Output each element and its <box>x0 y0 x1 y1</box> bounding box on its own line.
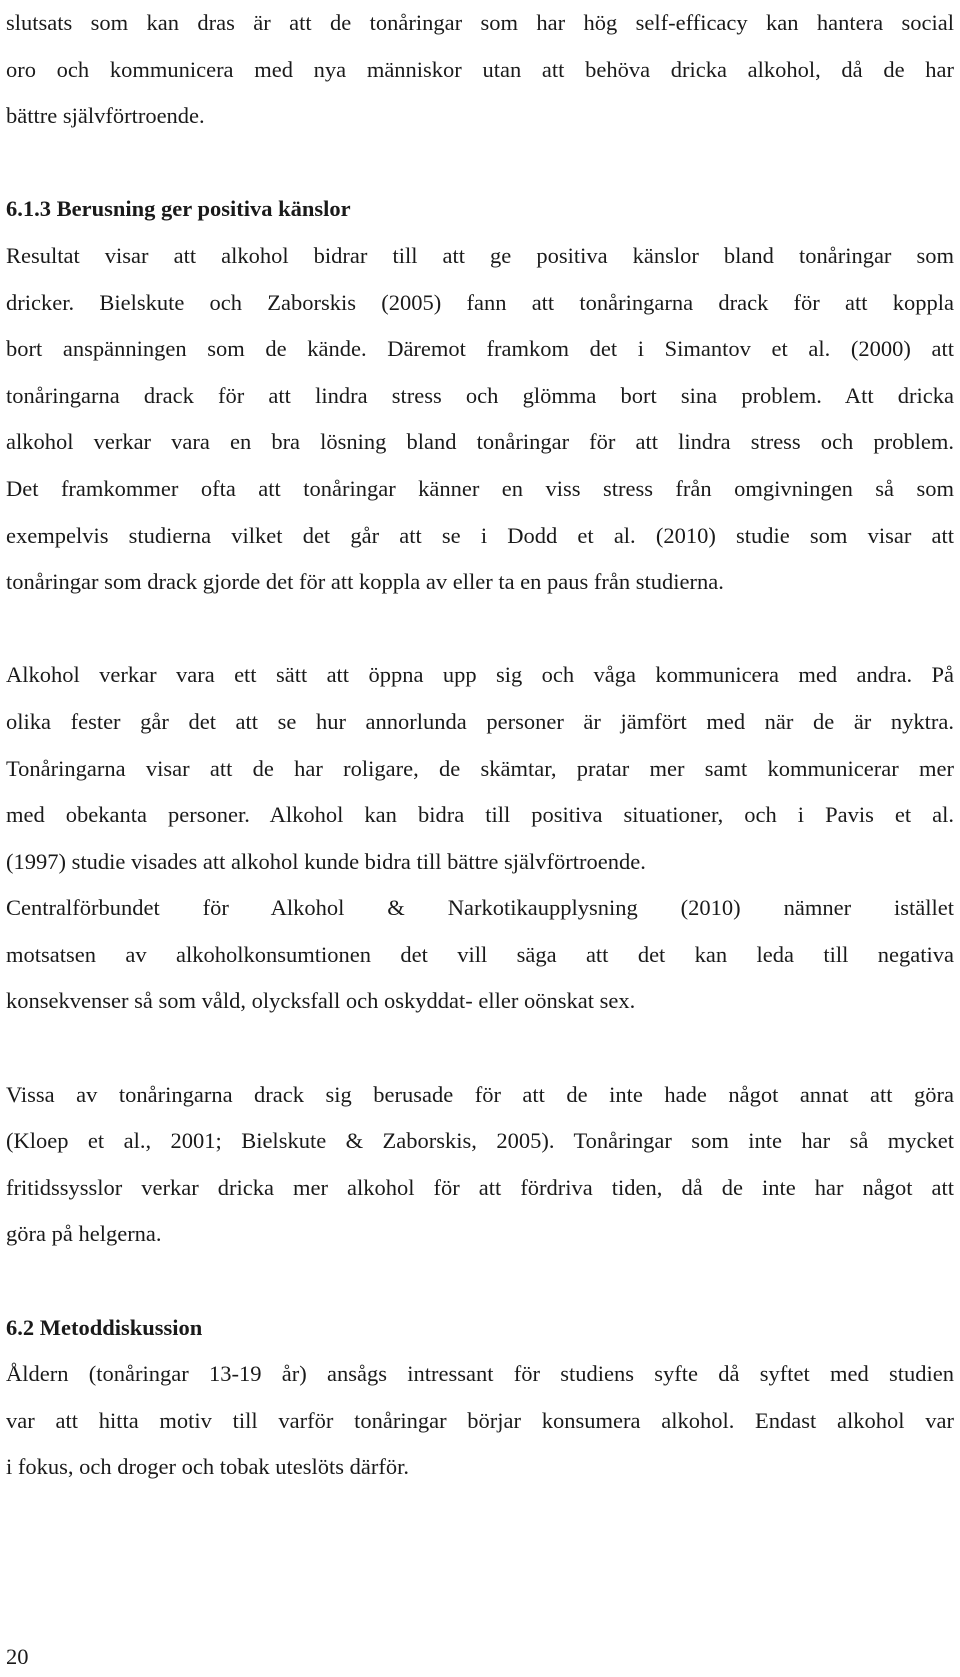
paragraph-intro-end <box>6 0 954 140</box>
section-heading-6-1-3: 6.1.3 Berusning ger positiva känslor <box>6 196 351 222</box>
page-number: 20 <box>6 1644 29 1669</box>
text-line: bort anspänningen som de kände. Däremot framkom det i Simantov et al. (2000) att <box>6 336 954 362</box>
paragraph-gap <box>6 1025 954 1072</box>
document-page <box>6 0 954 1491</box>
text-line: Resultat visar att alkohol bidrar till att ge positiva känslor bland tonåringar som <box>6 242 954 268</box>
text-line: göra på helgerna. <box>6 1221 162 1247</box>
text-line: bättre självförtroende. <box>6 103 205 129</box>
text-line: tonåringar som drack gjorde det för att koppla av eller ta en paus från studierna. <box>6 569 724 595</box>
text-line: (1997) studie visades att alkohol kunde bidra till bättre självförtroende. <box>6 848 646 874</box>
text-line: Åldern (tonåringar 13-19 år) ansågs intressant för studiens syfte då syftet med studien <box>6 1361 954 1387</box>
text-line: alkohol verkar vara en bra lösning bland tonåringar för att lindra stress och problem. <box>6 429 954 455</box>
paragraph-6-1-3-b <box>6 652 954 1025</box>
section-heading-6-2: 6.2 Metoddiskussion <box>6 1314 203 1340</box>
paragraph-6-1-3-c <box>6 1072 954 1258</box>
text-line: var att hitta motiv till varför tonåringar börjar konsumera alkohol. Endast alkohol var <box>6 1407 954 1433</box>
text-line: i fokus, och droger och tobak uteslöts därför. <box>6 1454 410 1480</box>
text-line: motsatsen av alkoholkonsumtionen det vill säga att det kan leda till negativa <box>6 941 954 967</box>
paragraph-6-1-3-a <box>6 233 954 606</box>
text-line: med obekanta personer. Alkohol kan bidra till positiva situationer, och i Pavis et al. <box>6 802 954 828</box>
paragraph-gap <box>6 606 954 653</box>
text-line: Centralförbundet för Alkohol & Narkotikaupplysning (2010) nämner istället <box>6 895 954 921</box>
text-line: (Kloep et al., 2001; Bielskute & Zaborskis, 2005). Tonåringar som inte har så mycket <box>6 1128 954 1154</box>
text-line: olika fester går det att se hur annorlunda personer är jämfört med när de är nyktra. <box>6 708 954 734</box>
text-line: slutsats som kan dras är att de tonåringar som har hög self-efficacy kan hantera social <box>6 10 954 35</box>
text-line: konsekvenser så som våld, olycksfall och oskyddat- eller oönskat sex. <box>6 988 636 1014</box>
text-line: fritidssysslor verkar dricka mer alkohol för att fördriva tiden, då de inte har något att <box>6 1174 954 1200</box>
text-line: tonåringarna drack för att lindra stress och glömma bort sina problem. Att dricka <box>6 382 954 408</box>
paragraph-6-2-a <box>6 1351 954 1491</box>
paragraph-gap <box>6 140 954 187</box>
text-line: Tonåringarna visar att de har roligare, de skämtar, pratar mer samt kommunicerar mer <box>6 755 954 781</box>
text-line: Alkohol verkar vara ett sätt att öppna upp sig och våga kommunicera med andra. På <box>6 662 954 688</box>
text-line: Det framkommer ofta att tonåringar känner en viss stress från omgivningen så som <box>6 475 954 501</box>
text-line: exempelvis studierna vilket det går att se i Dodd et al. (2010) studie som visar att <box>6 522 954 548</box>
paragraph-gap <box>6 1258 954 1305</box>
text-line: dricker. Bielskute och Zaborskis (2005) fann att tonåringarna drack för att koppla <box>6 289 954 315</box>
text-line: oro och kommunicera med nya människor utan att behöva dricka alkohol, då de har <box>6 56 954 82</box>
text-line: Vissa av tonåringarna drack sig berusade för att de inte hade något annat att göra <box>6 1081 954 1107</box>
